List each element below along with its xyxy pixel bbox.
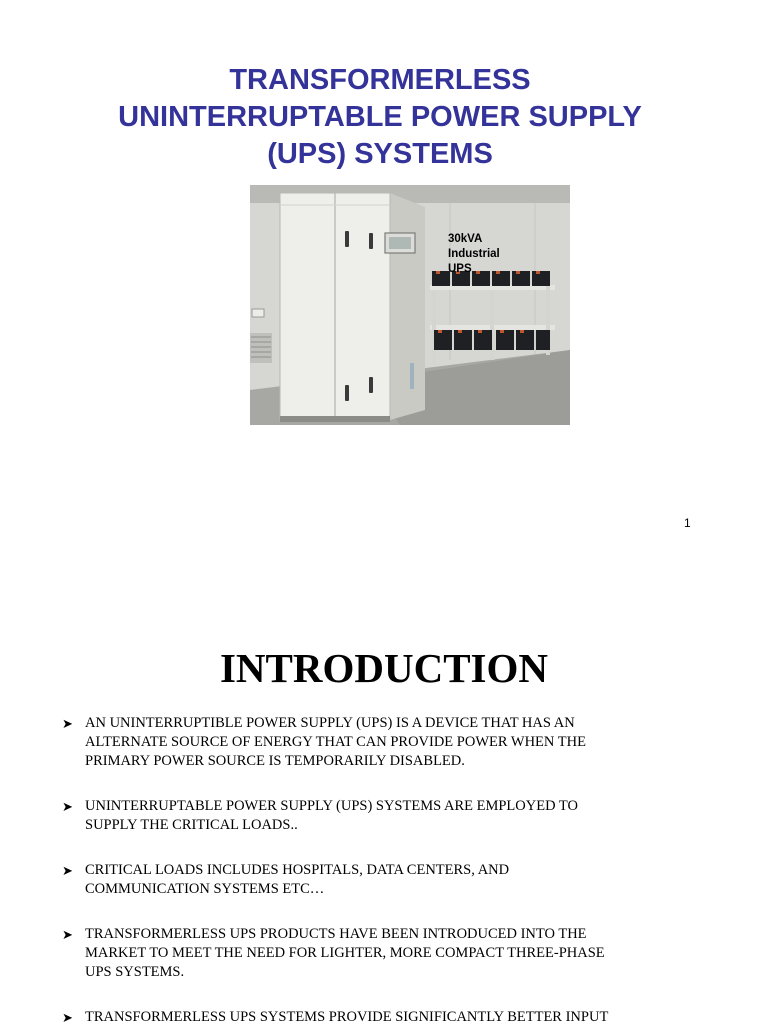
arrowhead-bullet-icon: ➤ bbox=[62, 1010, 73, 1024]
ups-room-illustration bbox=[250, 185, 570, 425]
arrowhead-bullet-icon: ➤ bbox=[62, 927, 73, 942]
bullet-line: UNINTERRUPTABLE POWER SUPPLY (UPS) SYSTEMS ARE EMPLOYED TO bbox=[85, 798, 578, 814]
bullet-line: MARKET TO MEET THE NEED FOR LIGHTER, MORE COMPACT THREE-PHASE bbox=[85, 945, 605, 961]
bullet-line: COMMUNICATION SYSTEMS ETC… bbox=[85, 881, 325, 897]
list-item bbox=[62, 861, 662, 899]
bullet-line: SUPPLY THE CRITICAL LOADS.. bbox=[85, 817, 298, 833]
document-title bbox=[100, 62, 660, 173]
list-item bbox=[62, 925, 662, 982]
ups-photo bbox=[250, 185, 570, 425]
bullet-text bbox=[85, 925, 662, 982]
section-heading: INTRODUCTION bbox=[219, 645, 549, 691]
caption-line: Industrial bbox=[448, 248, 500, 260]
title-line: TRANSFORMERLESS bbox=[229, 64, 531, 96]
bullet-text bbox=[85, 861, 662, 899]
bullet-text bbox=[85, 1008, 662, 1024]
arrowhead-bullet-icon: ➤ bbox=[62, 716, 73, 731]
caption-line: 30kVA bbox=[448, 233, 483, 245]
bullet-line: ALTERNATE SOURCE OF ENERGY THAT CAN PROVIDE POWER WHEN THE bbox=[85, 734, 586, 750]
arrowhead-bullet-icon: ➤ bbox=[62, 799, 73, 814]
bullet-line: TRANSFORMERLESS UPS PRODUCTS HAVE BEEN INTRODUCED INTO THE bbox=[85, 926, 587, 942]
list-item bbox=[62, 714, 662, 771]
bullet-text bbox=[85, 797, 662, 835]
bullet-text bbox=[85, 714, 662, 771]
title-line: (UPS) SYSTEMS bbox=[267, 138, 493, 170]
page-number: 1 bbox=[684, 516, 691, 530]
arrowhead-bullet-icon: ➤ bbox=[62, 863, 73, 878]
bullet-list bbox=[62, 714, 662, 1024]
list-item bbox=[62, 1008, 662, 1024]
bullet-line: CRITICAL LOADS INCLUDES HOSPITALS, DATA CENTERS, AND bbox=[85, 862, 510, 878]
caption-line: UPS bbox=[448, 263, 472, 275]
bullet-line: AN UNINTERRUPTIBLE POWER SUPPLY (UPS) IS A DEVICE THAT HAS AN bbox=[85, 715, 575, 731]
bullet-line: PRIMARY POWER SOURCE IS TEMPORARILY DISABLED. bbox=[85, 753, 465, 769]
list-item bbox=[62, 797, 662, 835]
title-line: UNINTERRUPTABLE POWER SUPPLY bbox=[118, 101, 642, 133]
photo-caption bbox=[448, 232, 500, 277]
bullet-line: TRANSFORMERLESS UPS SYSTEMS PROVIDE SIGNIFICANTLY BETTER INPUT bbox=[85, 1009, 609, 1024]
bullet-line: UPS SYSTEMS. bbox=[85, 964, 185, 980]
